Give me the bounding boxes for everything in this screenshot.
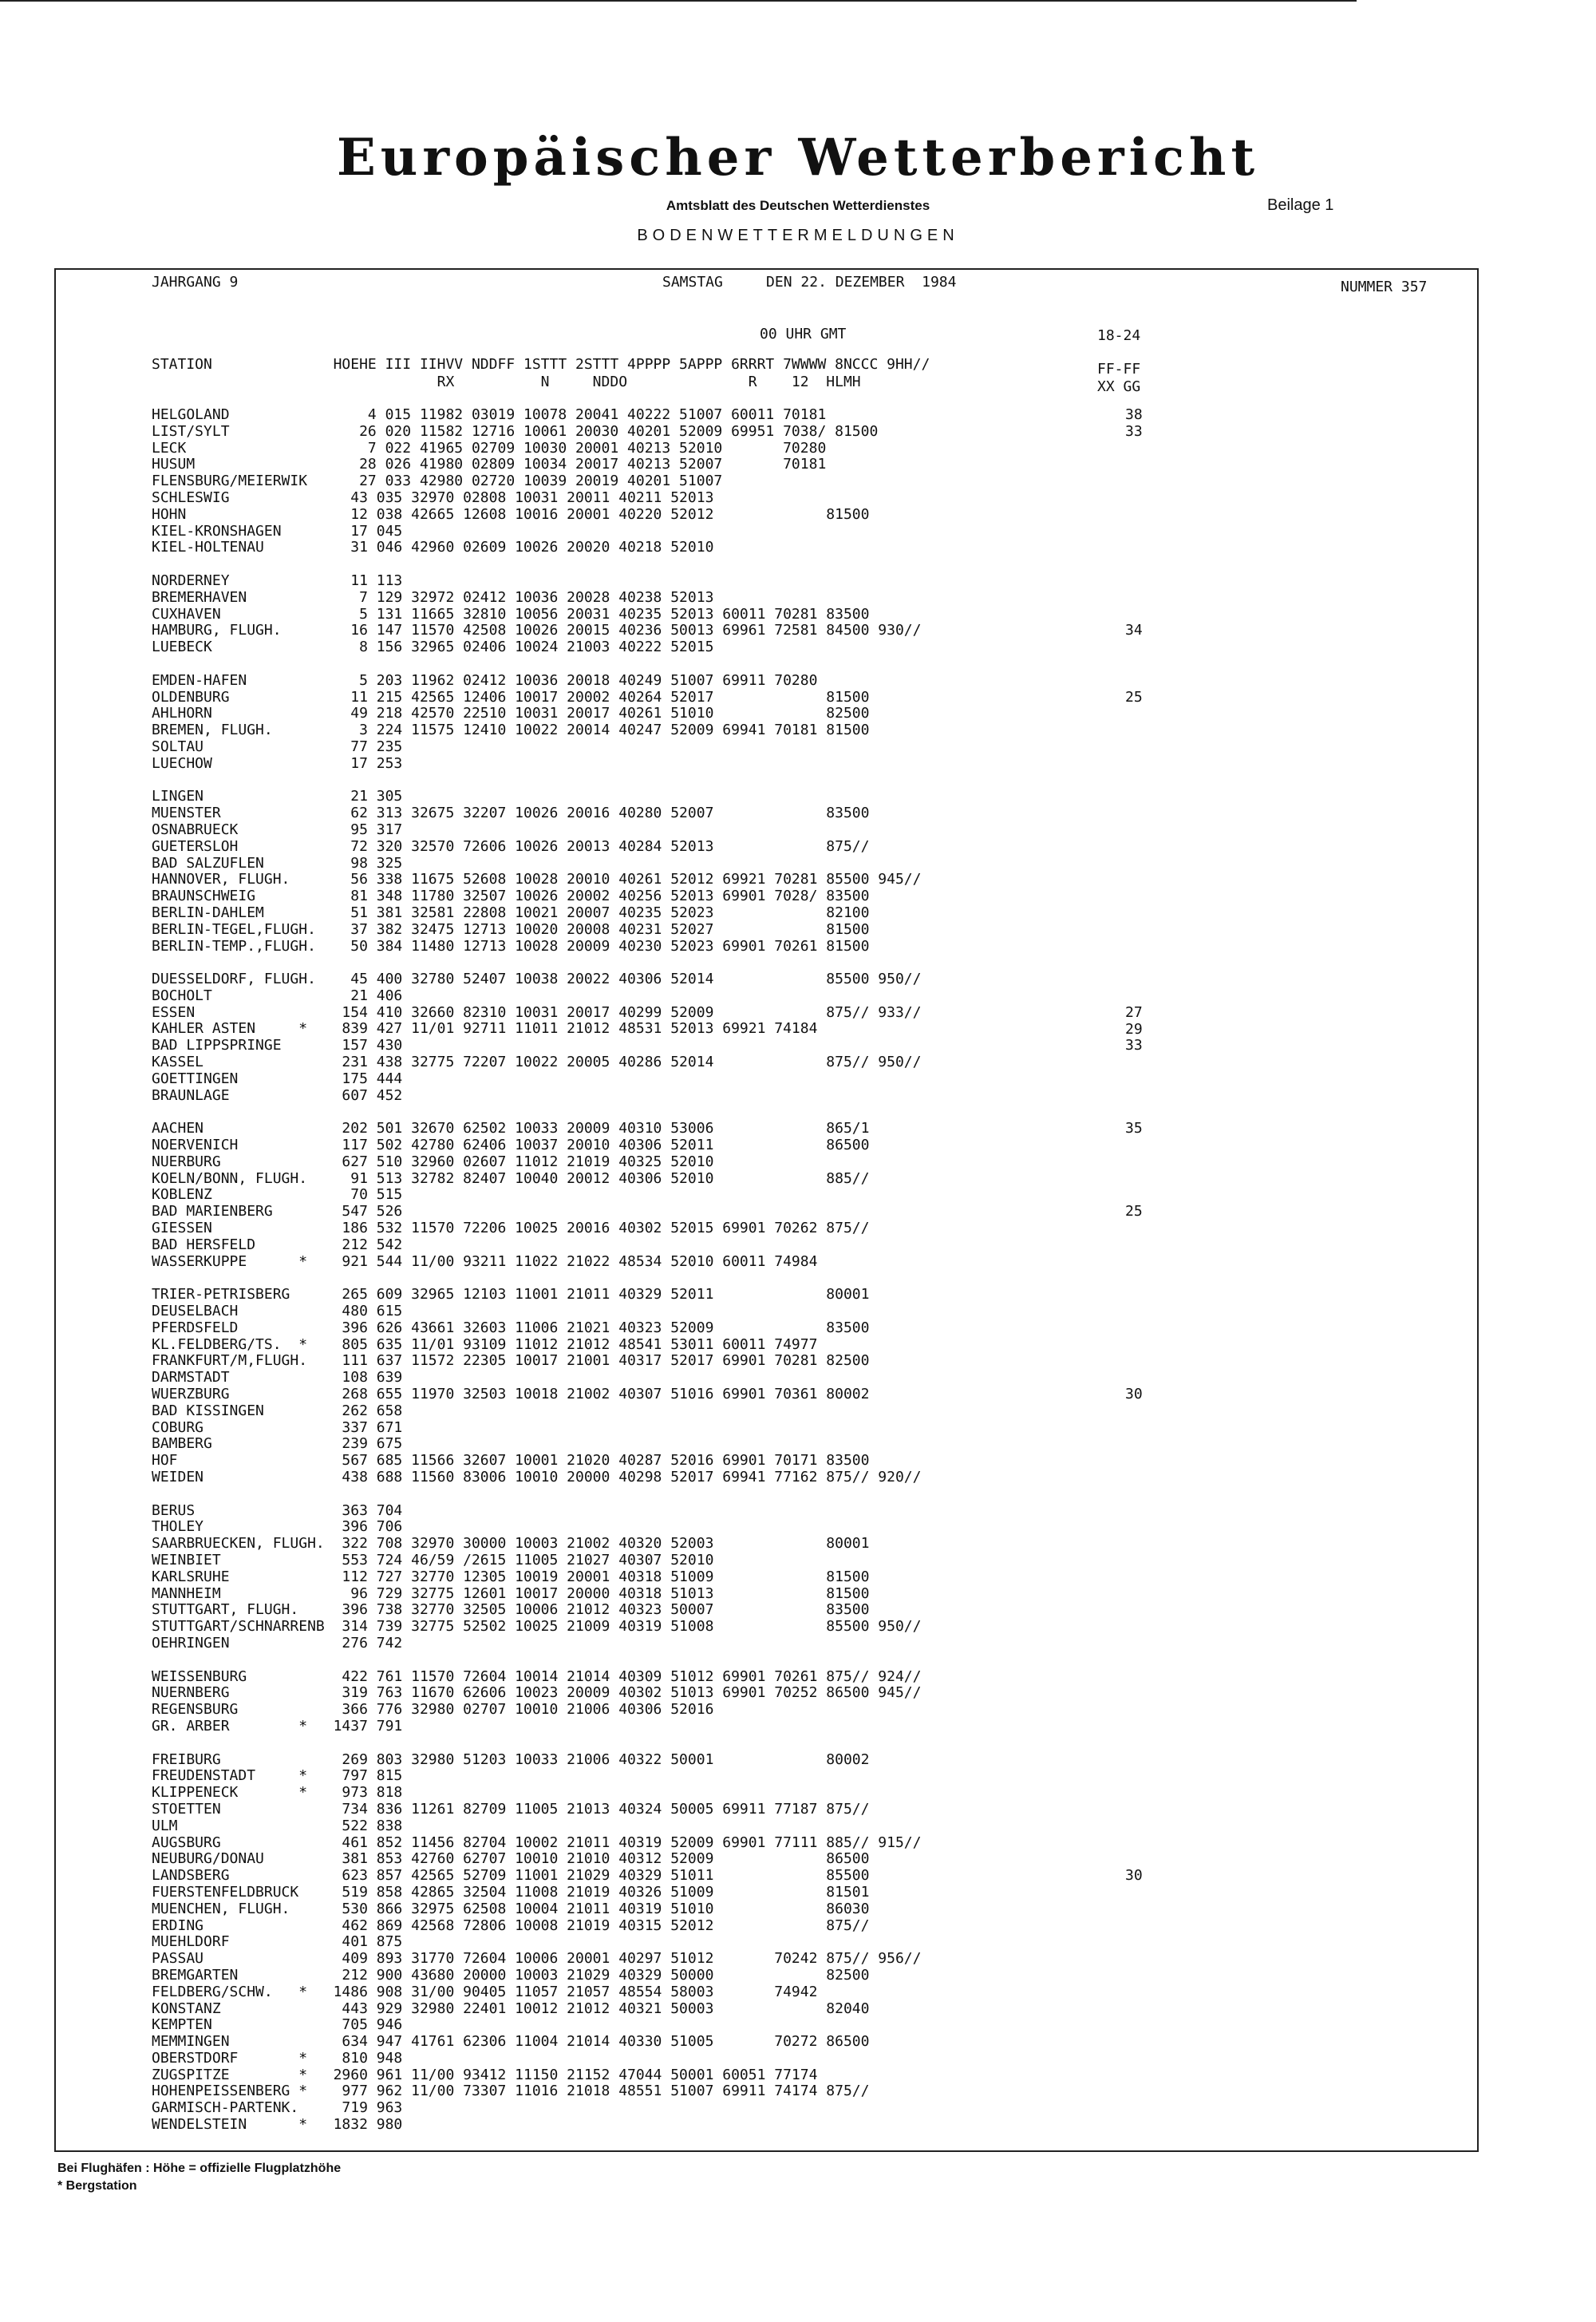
station-row: BAD SALZUFLEN 98 325 <box>152 854 403 872</box>
group-spacer <box>152 955 922 971</box>
group-spacer <box>152 656 922 673</box>
gust-value: 25 <box>1125 688 1143 706</box>
group-spacer <box>152 1486 922 1503</box>
page-title: Europäischer Wetterbericht <box>337 128 1259 188</box>
gust-value: 35 <box>1125 1120 1143 1137</box>
station-row: KAHLER ASTEN * 839 427 11/01 92711 11011 21012 48531 52013 69921 74184 <box>152 1020 818 1038</box>
station-row: BAD HERSFELD 212 542 <box>152 1236 403 1253</box>
station-row: AACHEN 202 501 32670 62502 10033 20009 40310 53006 865/1 <box>152 1120 870 1137</box>
station-row: MANNHEIM 96 729 32775 12601 10017 20000 40318 51013 81500 <box>152 1584 870 1602</box>
page-subtitle: Amtsblatt des Deutschen Wetterdienstes <box>666 198 930 213</box>
station-row: STUTTGART, FLUGH. 396 738 32770 32505 10006 21012 40323 50007 83500 <box>152 1601 870 1619</box>
station-row: WEISSENBURG 422 761 11570 72604 10014 21014 40309 51012 69901 70261 875// 924// <box>152 1667 922 1685</box>
station-row: GR. ARBER * 1437 791 <box>152 1717 403 1735</box>
station-row: AHLHORN 49 218 42570 22510 10031 20017 40261 51010 82500 <box>152 705 870 722</box>
station-row: BOCHOLT 21 406 <box>152 987 403 1004</box>
station-row: FELDBERG/SCHW. * 1486 908 31/00 90405 11057 21057 48554 58003 74942 <box>152 1983 818 2000</box>
station-row: DARMSTADT 108 639 <box>152 1369 403 1386</box>
station-row: AUGSBURG 461 852 11456 82704 10002 21011 40319 52009 69901 77111 885// 915// <box>152 1833 922 1851</box>
group-spacer <box>152 1652 922 1669</box>
column-header-row-1: STATION HOEHE III IIHVV NDDFF 1STTT 2STTT 4PPPP 5APPP 6RRRT 7WWWW 8NCCC 9HH// <box>152 356 930 373</box>
station-row: PFERDSFELD 396 626 43661 32603 11006 21021 40323 52009 83500 <box>152 1319 870 1336</box>
station-row: WASSERKUPPE * 921 544 11/00 93211 11022 21022 48534 52010 60011 74984 <box>152 1252 818 1270</box>
station-row: GUETERSLOH 72 320 32570 72606 10026 20013 40284 52013 875// <box>152 837 870 855</box>
station-row: BAD KISSINGEN 262 658 <box>152 1402 403 1419</box>
station-row: BRAUNSCHWEIG 81 348 11780 32507 10026 20002 40256 52013 69901 7028/ 83500 <box>152 888 870 905</box>
station-row: BRAUNLAGE 607 452 <box>152 1086 403 1104</box>
group-spacer <box>152 1270 922 1287</box>
station-row: NEUBURG/DONAU 381 853 42760 62707 10010 21010 40312 52009 86500 <box>152 1850 870 1868</box>
station-row: FREUDENSTADT * 797 815 <box>152 1767 403 1785</box>
group-spacer <box>152 556 922 573</box>
station-row: OBERSTDORF * 810 948 <box>152 2049 403 2067</box>
station-row: EMDEN-HAFEN 5 203 11962 02412 10036 20018 40249 51007 69911 70280 <box>152 671 818 689</box>
station-row: BERLIN-TEMP.,FLUGH. 50 384 11480 12713 10028 20009 40230 52023 69901 70261 81500 <box>152 937 870 955</box>
station-row: OEHRINGEN 276 742 <box>152 1634 403 1652</box>
station-row: LUECHOW 17 253 <box>152 754 403 772</box>
station-row: KOELN/BONN, FLUGH. 91 513 32782 82407 10040 20012 40306 52010 885// <box>152 1169 870 1187</box>
observation-time: 00 UHR GMT <box>760 326 847 342</box>
station-row: KARLSRUHE 112 727 32770 12305 10019 20001 40318 51009 81500 <box>152 1568 870 1585</box>
station-row: WUERZBURG 268 655 11970 32503 10018 21002 40307 51016 69901 70361 80002 <box>152 1386 870 1403</box>
station-row: MUEHLDORF 401 875 <box>152 1933 403 1951</box>
gust-value: 38 <box>1125 406 1143 423</box>
station-row: ULM 522 838 <box>152 1817 403 1834</box>
group-spacer <box>152 1104 922 1121</box>
gust-value: 25 <box>1125 1203 1143 1220</box>
station-row: NUERNBERG 319 763 11670 62606 10023 20009 40302 51013 69901 70252 86500 945// <box>152 1684 922 1702</box>
station-row: KL.FELDBERG/TS. * 805 635 11/01 93109 11012 21012 48541 53011 60011 74977 <box>152 1335 818 1353</box>
station-row: LECK 7 022 41965 02709 10030 20001 40213 52010 70280 <box>152 439 827 457</box>
station-row: LIST/SYLT 26 020 11582 12716 10061 20030 40201 52009 69951 7038/ 81500 <box>152 422 879 440</box>
column-header-row-2: RX N NDDO R 12 HLMH <box>152 374 861 390</box>
station-row: HUSUM 28 026 41980 02809 10034 20017 40213 52007 70181 <box>152 456 827 473</box>
station-row: ESSEN 154 410 32660 82310 10031 20017 40299 52009 875// 933// <box>152 1003 922 1021</box>
station-row: HANNOVER, FLUGH. 56 338 11675 52608 10028 20010 40261 52012 69921 70281 85500 945// <box>152 871 922 888</box>
station-row: STOETTEN 734 836 11261 82709 11005 21013 40324 50005 69911 77187 875// <box>152 1800 870 1818</box>
station-row: OLDENBURG 11 215 42565 12406 10017 20002 40264 52017 81500 <box>152 688 870 706</box>
station-row: GIESSEN 186 532 11570 72206 10025 20016 40302 52015 69901 70262 875// <box>152 1220 870 1237</box>
station-row: HOF 567 685 11566 32607 10001 21020 40287 52016 69901 70171 83500 <box>152 1452 870 1470</box>
station-row: LINGEN 21 305 <box>152 788 403 805</box>
gust-value: 30 <box>1125 1867 1143 1885</box>
supplement-label: Beilage 1 <box>1267 196 1334 214</box>
station-row: HAMBURG, FLUGH. 16 147 11570 42508 10026 20015 40236 50013 69961 72581 84500 930// <box>152 622 922 639</box>
footnote-mountain: * Bergstation <box>57 2179 137 2193</box>
station-row: COBURG 337 671 <box>152 1418 403 1436</box>
station-row: ZUGSPITZE * 2960 961 11/00 93412 11150 21152 47044 50001 60051 77174 <box>152 2066 818 2083</box>
station-row: MUENSTER 62 313 32675 32207 10026 20016 40280 52007 83500 <box>152 805 870 822</box>
group-spacer <box>152 773 922 789</box>
time-range: 18-24 <box>1097 327 1141 344</box>
top-rule <box>0 0 1357 2</box>
gust-value: 27 <box>1125 1003 1143 1021</box>
station-row: HELGOLAND 4 015 11982 03019 10078 20041 40222 51007 60011 70181 <box>152 406 827 423</box>
station-row: PASSAU 409 893 31770 72604 10006 20001 40297 51012 70242 875// 956// <box>152 1950 922 1968</box>
station-row: WEINBIET 553 724 46/59 /2615 11005 21027 40307 52010 <box>152 1551 714 1568</box>
station-row: KOBLENZ 70 515 <box>152 1186 403 1204</box>
station-row: MUENCHEN, FLUGH. 530 866 32975 62508 10004 21011 40319 51010 86030 <box>152 1900 870 1917</box>
gust-value: 30 <box>1125 1386 1143 1403</box>
station-row: FUERSTENFELDBRUCK 519 858 42865 32504 11008 21019 40326 51009 81501 <box>152 1883 870 1901</box>
station-row: TRIER-PETRISBERG 265 609 32965 12103 11001 21011 40329 52011 80001 <box>152 1286 870 1303</box>
station-row: GOETTINGEN 175 444 <box>152 1070 403 1087</box>
footnote-airports: Bei Flughäfen : Höhe = offizielle Flugplatzhöhe <box>57 2162 342 2175</box>
station-row: KIEL-KRONSHAGEN 17 045 <box>152 522 403 540</box>
gust-value: 33 <box>1125 422 1143 440</box>
station-row: KASSEL 231 438 32775 72207 10022 20005 40286 52014 875// 950// <box>152 1054 922 1071</box>
station-row: WENDELSTEIN * 1832 980 <box>152 2116 403 2134</box>
station-row: KLIPPENECK * 973 818 <box>152 1784 403 1802</box>
gust-value: 29 <box>1125 1020 1143 1038</box>
station-row: DUESSELDORF, FLUGH. 45 400 32780 52407 10038 20022 40306 52014 85500 950// <box>152 971 922 988</box>
gust-value: 33 <box>1125 1037 1143 1054</box>
station-row: LANDSBERG 623 857 42565 52709 11001 21029 40329 51011 85500 <box>152 1867 870 1885</box>
station-row: BAMBERG 239 675 <box>152 1435 403 1453</box>
group-spacer <box>152 1735 922 1752</box>
station-row: MEMMINGEN 634 947 41761 62306 11004 21014 40330 51005 70272 86500 <box>152 2033 870 2051</box>
station-row: LUEBECK 8 156 32965 02406 10024 21003 40222 52015 <box>152 639 714 656</box>
station-row: DEUSELBACH 480 615 <box>152 1303 403 1320</box>
station-row: BREMERHAVEN 7 129 32972 02412 10036 20028 40238 52013 <box>152 588 714 606</box>
station-row: KEMPTEN 705 946 <box>152 2016 403 2034</box>
station-row: BAD LIPPSPRINGE 157 430 <box>152 1037 403 1054</box>
station-row: ERDING 462 869 42568 72806 10008 21019 40315 52012 875// <box>152 1917 870 1934</box>
station-row: NORDERNEY 11 113 <box>152 572 403 589</box>
gust-value: 34 <box>1125 622 1143 639</box>
station-row: FLENSBURG/MEIERWIK 27 033 42980 02720 10039 20019 40201 51007 <box>152 473 723 490</box>
station-row: SCHLESWIG 43 035 32970 02808 10031 20011 40211 52013 <box>152 489 714 506</box>
station-row: NOERVENICH 117 502 42780 62406 10037 20010 40306 52011 86500 <box>152 1137 870 1154</box>
station-row: FREIBURG 269 803 32980 51203 10033 21006 40322 50001 80002 <box>152 1750 870 1768</box>
station-row: SAARBRUECKEN, FLUGH. 322 708 32970 30000 10003 21002 40320 52003 80001 <box>152 1535 870 1553</box>
section-title: BODENWETTERMELDUNGEN <box>637 227 959 244</box>
station-row: BERLIN-TEGEL,FLUGH. 37 382 32475 12713 10020 20008 40231 52027 81500 <box>152 920 870 938</box>
station-row: BREMEN, FLUGH. 3 224 11575 12410 10022 20014 40247 52009 69941 70181 81500 <box>152 722 870 739</box>
station-row: REGENSBURG 366 776 32980 02707 10010 21006 40306 52016 <box>152 1701 714 1719</box>
station-row: HOHN 12 038 42665 12608 10016 20001 40220 52012 81500 <box>152 505 870 523</box>
station-row: BERUS 363 704 <box>152 1501 403 1519</box>
station-row: SOLTAU 77 235 <box>152 738 403 755</box>
report-date: SAMSTAG DEN 22. DEZEMBER 1984 <box>662 274 957 291</box>
gust-header-1: FF-FF <box>1097 361 1141 378</box>
station-row: GARMISCH-PARTENK. 719 963 <box>152 2099 403 2117</box>
station-row: CUXHAVEN 5 131 11665 32810 10056 20031 40235 52013 60011 70281 83500 <box>152 605 870 623</box>
gust-header-2: XX GG <box>1097 378 1141 395</box>
station-row: BAD MARIENBERG 547 526 <box>152 1203 403 1220</box>
station-row: THOLEY 396 706 <box>152 1518 403 1536</box>
issue-number: NUMMER 357 <box>1341 279 1428 295</box>
station-row: NUERBURG 627 510 32960 02607 11012 21019 40325 52010 <box>152 1153 714 1170</box>
station-table <box>152 407 922 2134</box>
volume-label: JAHRGANG 9 <box>152 274 239 291</box>
station-row: BERLIN-DAHLEM 51 381 32581 22808 10021 20007 40235 52023 82100 <box>152 904 870 921</box>
station-row: KONSTANZ 443 929 32980 22401 10012 21012 40321 50003 82040 <box>152 2000 870 2017</box>
station-row: BREMGARTEN 212 900 43680 20000 10003 21029 40329 50000 82500 <box>152 1966 870 1984</box>
station-row: FRANKFURT/M,FLUGH. 111 637 11572 22305 10017 21001 40317 52017 69901 70281 82500 <box>152 1352 870 1370</box>
station-row: STUTTGART/SCHNARRENB 314 739 32775 52502 10025 21009 40319 51008 85500 950// <box>152 1618 922 1636</box>
station-row: KIEL-HOLTENAU 31 046 42960 02609 10026 20020 40218 52010 <box>152 539 714 556</box>
station-row: HOHENPEISSENBERG * 977 962 11/00 73307 11016 21018 48551 51007 69911 74174 875// <box>152 2083 870 2100</box>
station-row: WEIDEN 438 688 11560 83006 10010 20000 40298 52017 69941 77162 875// 920// <box>152 1469 922 1485</box>
station-row: OSNABRUECK 95 317 <box>152 821 403 838</box>
